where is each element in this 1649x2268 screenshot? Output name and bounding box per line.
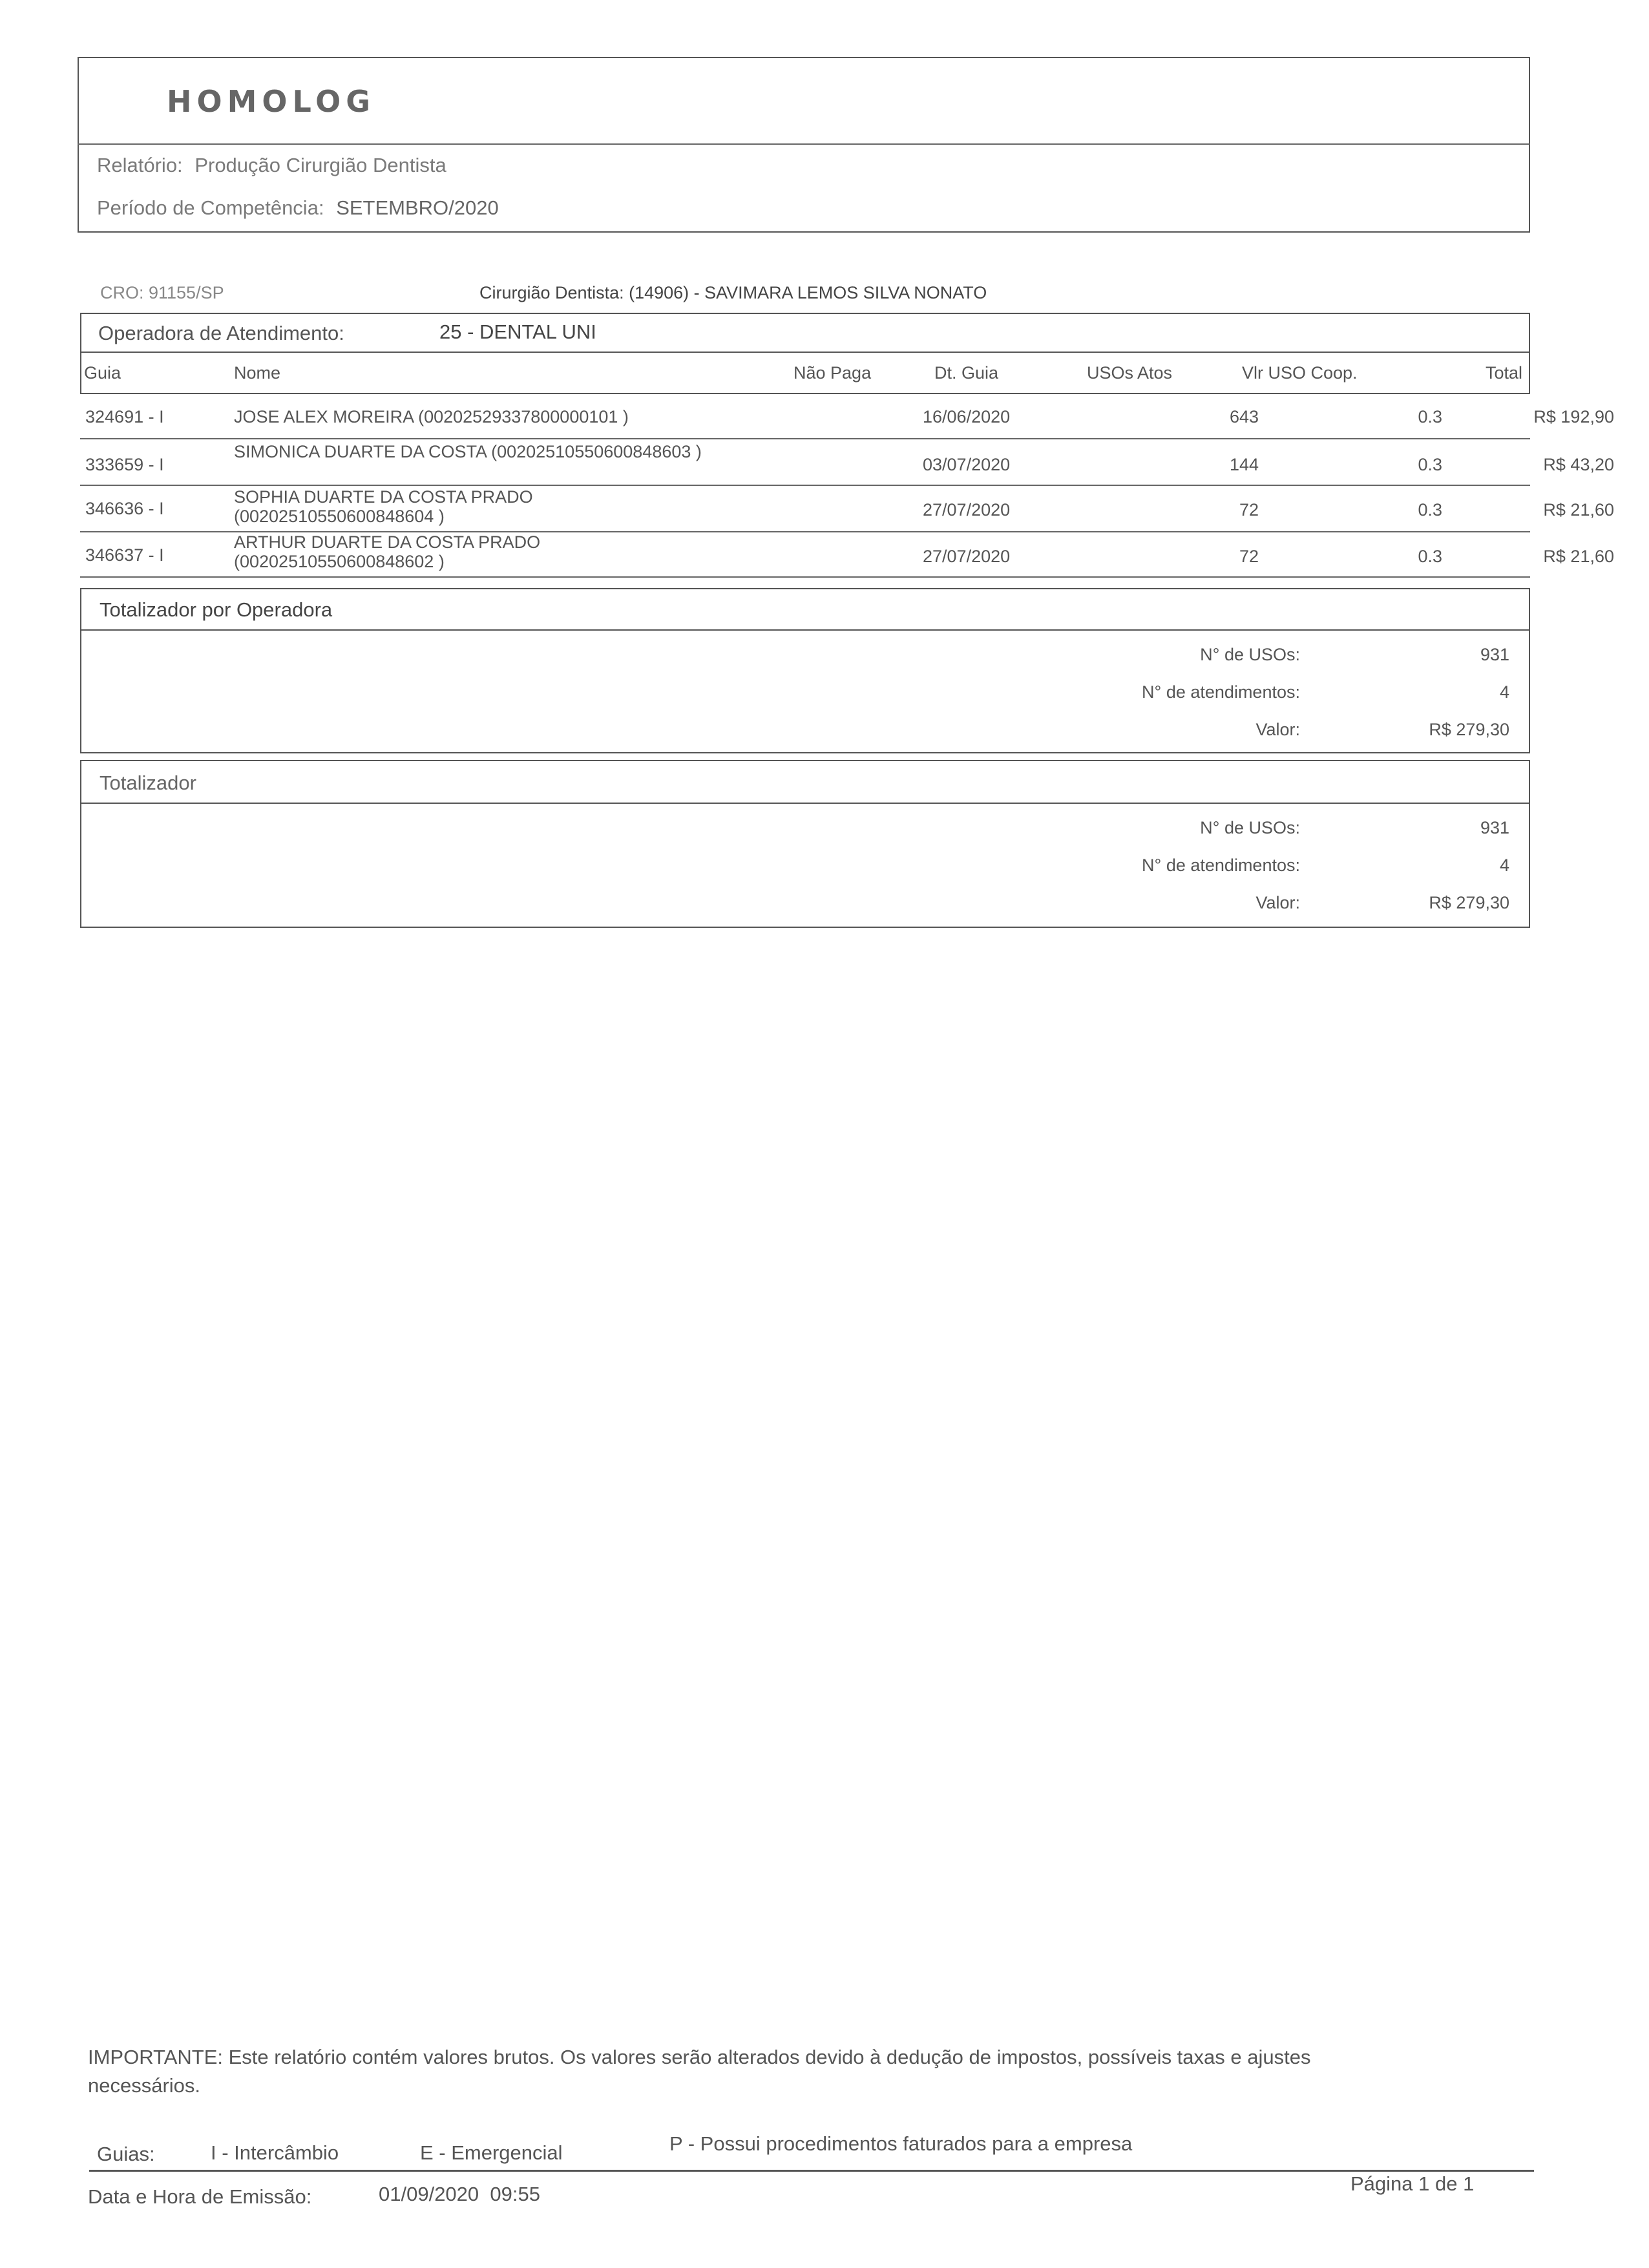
cro-number: CRO: 91155/SP	[100, 283, 224, 302]
col-guia: Guia	[84, 363, 121, 383]
operator-value: 25 - DENTAL UNI	[439, 320, 596, 343]
row-dt: 03/07/2020	[923, 455, 1011, 474]
row-vlr: 0.3	[1418, 407, 1442, 426]
row-nome-id: (00202510550600848604 )	[234, 507, 445, 526]
row-usos: 643	[1229, 407, 1259, 426]
important-notice-line2: necessários.	[88, 2074, 201, 2097]
table-row	[80, 486, 1614, 532]
report-type	[97, 154, 446, 177]
operator-atend-label: N° de atendimentos:	[1142, 682, 1300, 702]
row-usos: 144	[1229, 455, 1259, 474]
dentist-name: Cirurgião Dentista: (14906) - SAVIMARA LEMOS SILVA NONATO	[479, 283, 987, 302]
operator-totals-title: Totalizador por Operadora	[100, 598, 333, 621]
table-row	[80, 532, 1614, 579]
period-label: Período de Competência:	[97, 196, 324, 219]
col-dt-guia: Dt. Guia	[934, 363, 999, 383]
row-nome: SOPHIA DUARTE DA COSTA PRADO	[234, 487, 533, 507]
row-guia: 333659 - I	[85, 455, 164, 474]
table-row	[80, 439, 1614, 486]
totals-usos-label: N° de USOs:	[1200, 818, 1300, 837]
row-total: R$ 21,60	[1543, 547, 1614, 566]
col-total: Total	[1485, 363, 1522, 383]
competence-period	[97, 196, 499, 220]
header-divider	[78, 143, 1530, 145]
guias-label: Guias:	[97, 2143, 155, 2165]
totals-title: Totalizador	[100, 772, 196, 794]
totals-valor-label: Valor:	[1255, 893, 1300, 912]
totals-atend-label: N° de atendimentos:	[1142, 856, 1300, 875]
operator-usos-value: 931	[1480, 645, 1509, 664]
operator-label: Operadora de Atendimento:	[98, 322, 344, 344]
page-number: Página 1 de 1	[1350, 2172, 1475, 2195]
row-dt: 27/07/2020	[923, 547, 1011, 566]
emission-label: Data e Hora de Emissão:	[88, 2185, 312, 2208]
row-vlr: 0.3	[1418, 455, 1442, 474]
row-total: R$ 43,20	[1543, 455, 1614, 474]
totals-title-box	[80, 760, 1530, 804]
legend-empresa: P - Possui procedimentos faturados para a empresa	[669, 2132, 1133, 2155]
row-guia: 346637 - I	[85, 545, 164, 565]
col-nao-paga: Não Paga	[793, 363, 872, 383]
important-notice-line1: IMPORTANTE: Este relatório contém valores brutos. Os valores serão alterados devido à dedução de impostos, possíveis taxas e ajustes	[88, 2046, 1311, 2068]
report-label: Relatório:	[97, 154, 183, 176]
table-bottom-line	[80, 576, 1530, 578]
row-guia: 346636 - I	[85, 499, 164, 518]
operator-valor-value: R$ 279,30	[1429, 720, 1509, 739]
row-guia: 324691 - I	[85, 407, 164, 426]
operator-valor-label: Valor:	[1255, 720, 1300, 739]
col-usos-atos: USOs Atos	[1087, 363, 1173, 383]
row-nome: ARTHUR DUARTE DA COSTA PRADO	[234, 532, 541, 552]
col-vlr-uso: Vlr USO Coop.	[1242, 363, 1358, 383]
footer-divider	[89, 2170, 1534, 2172]
row-nome: JOSE ALEX MOREIRA (00202529337800000101 )	[234, 407, 629, 426]
company-logo: HOMOLOG	[167, 84, 376, 119]
emission-datetime: 01/09/2020 09:55	[379, 2183, 540, 2205]
row-vlr: 0.3	[1418, 547, 1442, 566]
row-usos: 72	[1239, 500, 1259, 520]
totals-valor-value: R$ 279,30	[1429, 893, 1509, 912]
row-dt: 16/06/2020	[923, 407, 1011, 426]
col-nome: Nome	[234, 363, 281, 383]
row-usos: 72	[1239, 547, 1259, 566]
row-nome: SIMONICA DUARTE DA COSTA (00202510550600848603 )	[234, 442, 702, 461]
operator-totals-box	[80, 631, 1530, 753]
row-vlr: 0.3	[1418, 500, 1442, 520]
operator-atend-value: 4	[1499, 682, 1509, 702]
table-row	[80, 394, 1614, 441]
legend-intercambio: I - Intercâmbio	[211, 2141, 339, 2164]
totals-usos-value: 931	[1480, 818, 1509, 837]
row-total: R$ 21,60	[1543, 500, 1614, 520]
period-value: SETEMBRO/2020	[336, 196, 499, 219]
legend-emergencial: E - Emergencial	[420, 2141, 563, 2164]
row-total: R$ 192,90	[1533, 407, 1614, 426]
row-nome-id: (00202510550600848602 )	[234, 552, 445, 571]
row-dt: 27/07/2020	[923, 500, 1011, 520]
operator-usos-label: N° de USOs:	[1200, 645, 1300, 664]
report-value: Produção Cirurgião Dentista	[194, 154, 446, 176]
totals-atend-value: 4	[1499, 856, 1509, 875]
totals-box	[80, 804, 1530, 928]
